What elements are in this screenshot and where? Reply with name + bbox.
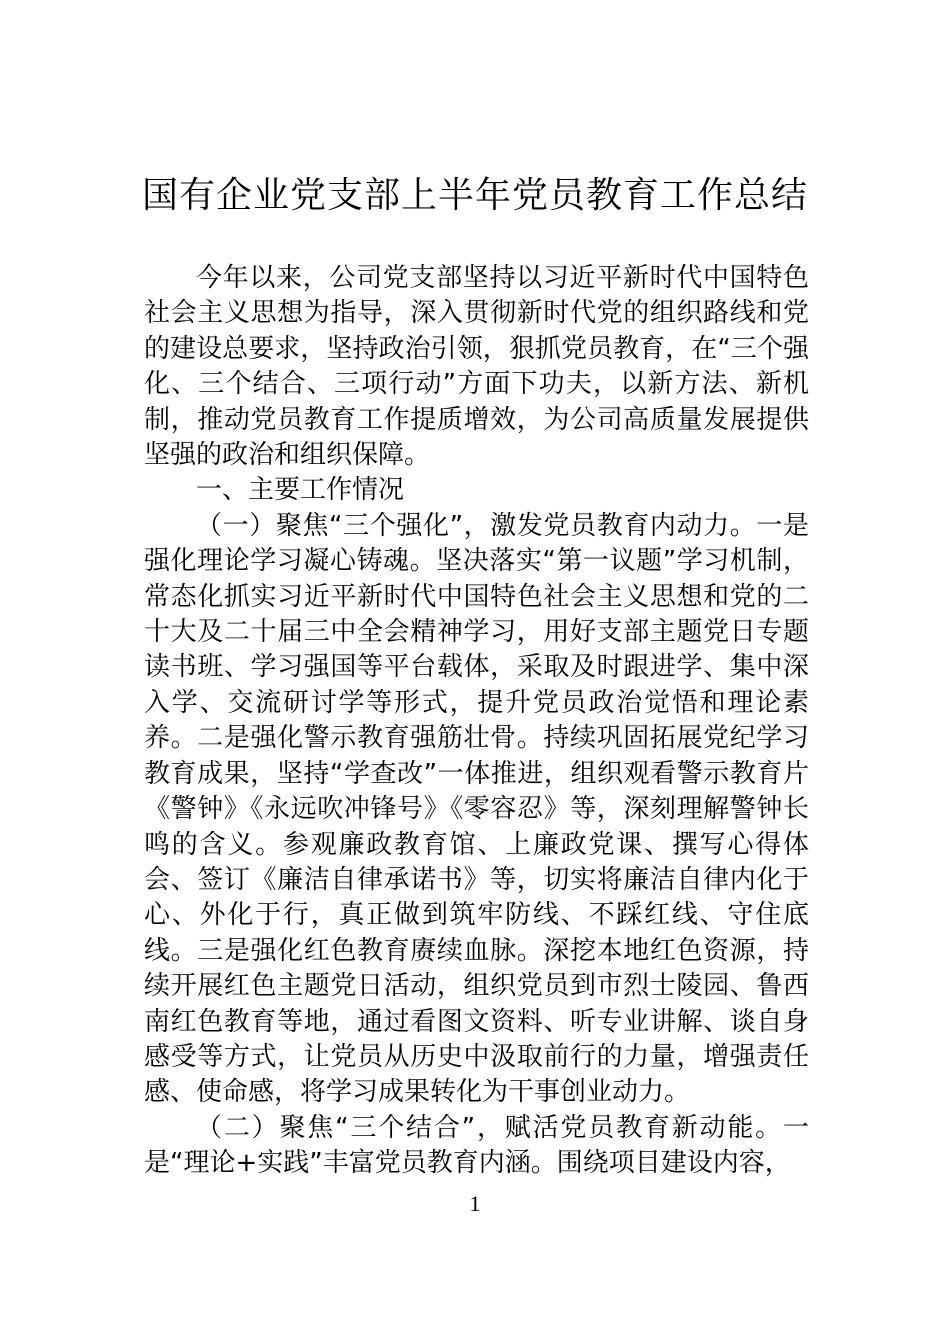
page-number: 1: [469, 1191, 481, 1216]
document-body: [144, 261, 809, 1182]
section-heading: 一、主要工作情况: [196, 475, 405, 506]
intro-paragraph: 今年以来，公司党支部坚持以习近平新时代中国特色社会主义思想为指导，深入贯彻新时代党的组织路线和党的建设总要求，坚持政治引领，狠抓党员教育，在“三个强化、三个结合、三项行动”方面下功夫，以新方法、新机制，推动党员教育工作提质增效，为公司高质量发展提供坚强的政治和组织保障。: [144, 263, 809, 471]
body-paragraph: （二）聚焦“三个结合”，赋活党员教育新动能。一是“理论+实践”丰富党员教育内涵。围绕项目建设内容，: [144, 1112, 809, 1179]
document-title: 国有企业党支部上半年党员教育工作总结: [141, 175, 808, 216]
body-paragraph: （一）聚焦“三个强化”，激发党员教育内动力。一是强化理论学习凝心铸魂。坚决落实“第一议题”学习机制，常态化抓实习近平新时代中国特色社会主义思想和党的二十大及二十届三中全会精神学习，用好支部主题党日专题读书班、学习强国等平台载体，采取及时跟进学、集中深入学、交流研讨学等形式，提升党员政治觉悟和理论素养。二是强化警示教育强筋壮骨。持续巩固拓展党纪学习教育成果，坚持“学查改”一体推进，组织观看警示教育片《警钟》《永远吹冲锋号》《零容忍》等，深刻理解警钟长鸣的含义。参观廉政教育馆、上廉政党课、撰写心得体会、签订《廉洁自律承诺书》等，切实将廉洁自律内化于心、外化于行，真正做到筑牢防线、不踩红线、守住底线。三是强化红色教育赓续血脉。深挖本地红色资源，持续开展红色主题党日活动，组织党员到市烈士陵园、鲁西南红色教育等地，通过看图文资料、听专业讲解、谈自身感受等方式，让党员从历史中汲取前行的力量，增强责任感、使命感，将学习成果转化为干事创业动力。: [144, 510, 809, 1108]
